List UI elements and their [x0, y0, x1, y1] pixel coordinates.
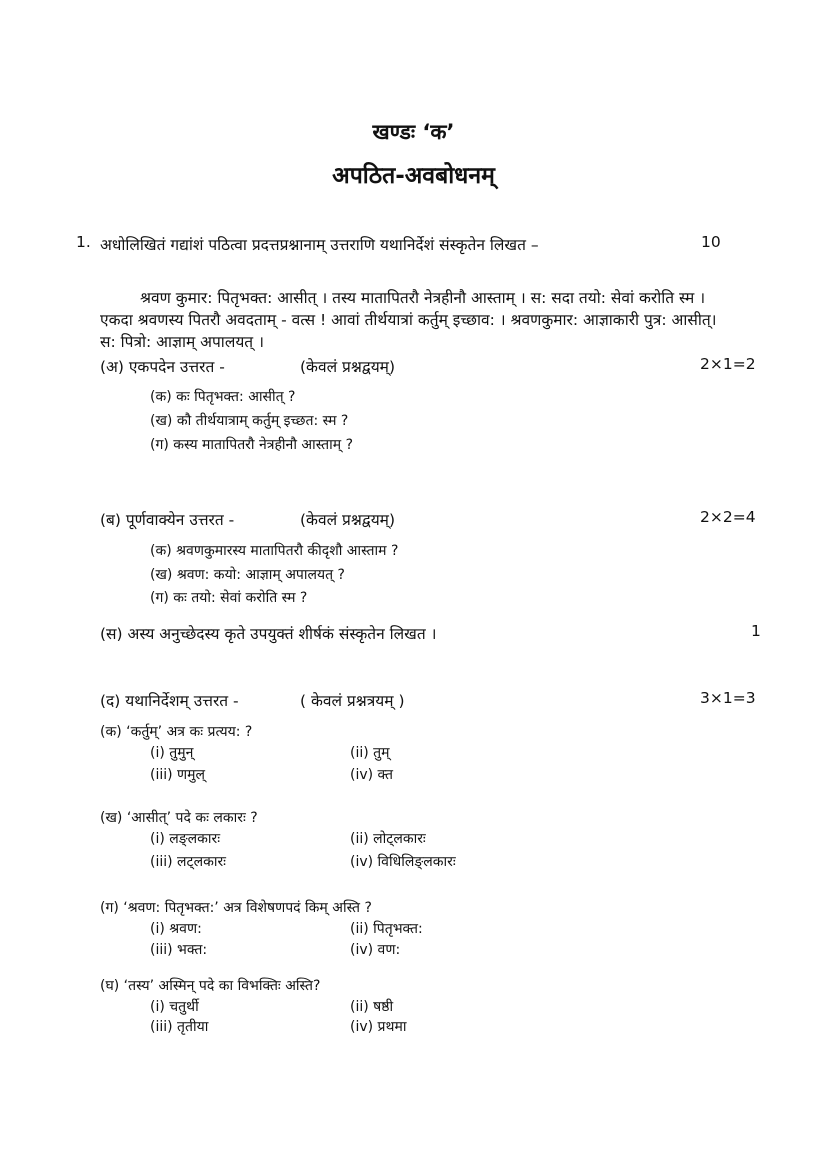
- option: (iii) भक्त:: [150, 942, 208, 958]
- option: (iv) प्रथमा: [350, 1019, 407, 1035]
- option: (ii) लोट्लकारः: [350, 831, 426, 847]
- option: (i) चतुर्थी: [150, 999, 199, 1015]
- part-s-marks: 1: [751, 622, 761, 640]
- part-d-question: (ख) ‘आसीत्’ पदे कः लकारः ?: [100, 810, 258, 826]
- passage-line: एकदा श्रवणस्य पितरौ अवदताम् - वत्स ! आवां तीर्थयात्रां कर्तुम् इच्छाव: । श्रवणकुमार: आज्ञाकारी पुत्र: आसीत्।: [100, 311, 717, 329]
- option: (i) लङ्लकारः: [150, 831, 221, 847]
- option: (i) श्रवण:: [150, 921, 202, 937]
- part-d-label: (द) यथानिर्देशम् उत्तरत -: [100, 692, 239, 710]
- question-number: 1.: [76, 233, 91, 251]
- part-d-note: ( केवलं प्रश्नत्रयम् ): [300, 692, 405, 710]
- passage-line: स: पित्रो: आज्ञाम् अपालयत् ।: [100, 333, 264, 351]
- part-s-label: (स) अस्य अनुच्छेदस्य कृते उपयुक्तं शीर्षकं संस्कृतेन लिखत ।: [100, 625, 437, 643]
- part-a-label: (अ) एकपदेन उत्तरत -: [100, 358, 225, 376]
- option: (iv) क्त: [350, 767, 394, 783]
- part-a-note: (केवलं प्रश्नद्वयम्): [300, 358, 396, 376]
- part-a-item: (ग) कस्य मातापितरौ नेत्रहीनौ आस्ताम् ?: [150, 437, 354, 453]
- option: (ii) षष्ठी: [350, 999, 394, 1015]
- option: (iv) विधिलिङ्लकारः: [350, 854, 456, 870]
- part-d-question: (ग) ‘श्रवण: पितृभक्त:’ अत्र विशेषणपदं किम् अस्ति ?: [100, 900, 372, 916]
- question-marks: 10: [701, 233, 721, 251]
- option: (iv) वण:: [350, 942, 401, 958]
- option: (ii) तुम्: [350, 745, 390, 761]
- passage: [100, 287, 780, 353]
- part-a-item: (ख) कौ तीर्थयात्राम् कर्तुम् इच्छत: स्म ?: [150, 413, 349, 429]
- option: (iii) तृतीया: [150, 1019, 209, 1035]
- part-b-item: (क) श्रवणकुमारस्य मातापितरौ कीदृशौ आस्ताम ?: [150, 543, 399, 559]
- passage-line: श्रवण कुमार: पितृभक्त: आसीत् । तस्य मातापितरौ नेत्रहीनौ आस्ताम् । स: सदा तयो: सेवां करोति स्म ।: [140, 289, 706, 307]
- part-d-question: (क) ‘कर्तुम्’ अत्र कः प्रत्यय: ?: [100, 724, 253, 740]
- part-b-note: (केवलं प्रश्नद्वयम्): [300, 511, 396, 529]
- option: (ii) पितृभक्त:: [350, 921, 423, 937]
- part-d-question: (घ) ‘तस्य’ अस्मिन् पदे का विभक्तिः अस्ति?: [100, 978, 321, 994]
- page-title: अपठित-अवबोधनम्: [332, 163, 495, 189]
- question-instruction: अधोलिखितं गद्यांशं पठित्वा प्रदत्तप्रश्नानाम् उत्तराणि यथानिर्देशं संस्कृतेन लिखत –: [100, 236, 539, 254]
- part-b-label: (ब) पूर्णवाक्येन उत्तरत -: [100, 511, 235, 529]
- option: (i) तुमुन्: [150, 745, 194, 761]
- part-a-item: (क) कः पितृभक्त: आसीत् ?: [150, 389, 296, 405]
- section-heading: खण्डः ‘क’: [372, 120, 455, 144]
- part-b-item: (ग) कः तयो: सेवां करोति स्म ?: [150, 590, 308, 606]
- part-b-marks: 2×2=4: [700, 508, 756, 526]
- option: (iii) लट्लकारः: [150, 854, 227, 870]
- part-b-item: (ख) श्रवण: कयो: आज्ञाम् अपालयत् ?: [150, 567, 345, 583]
- option: (iii) णमुल्: [150, 767, 206, 783]
- part-d-marks: 3×1=3: [700, 689, 756, 707]
- part-a-marks: 2×1=2: [700, 355, 756, 373]
